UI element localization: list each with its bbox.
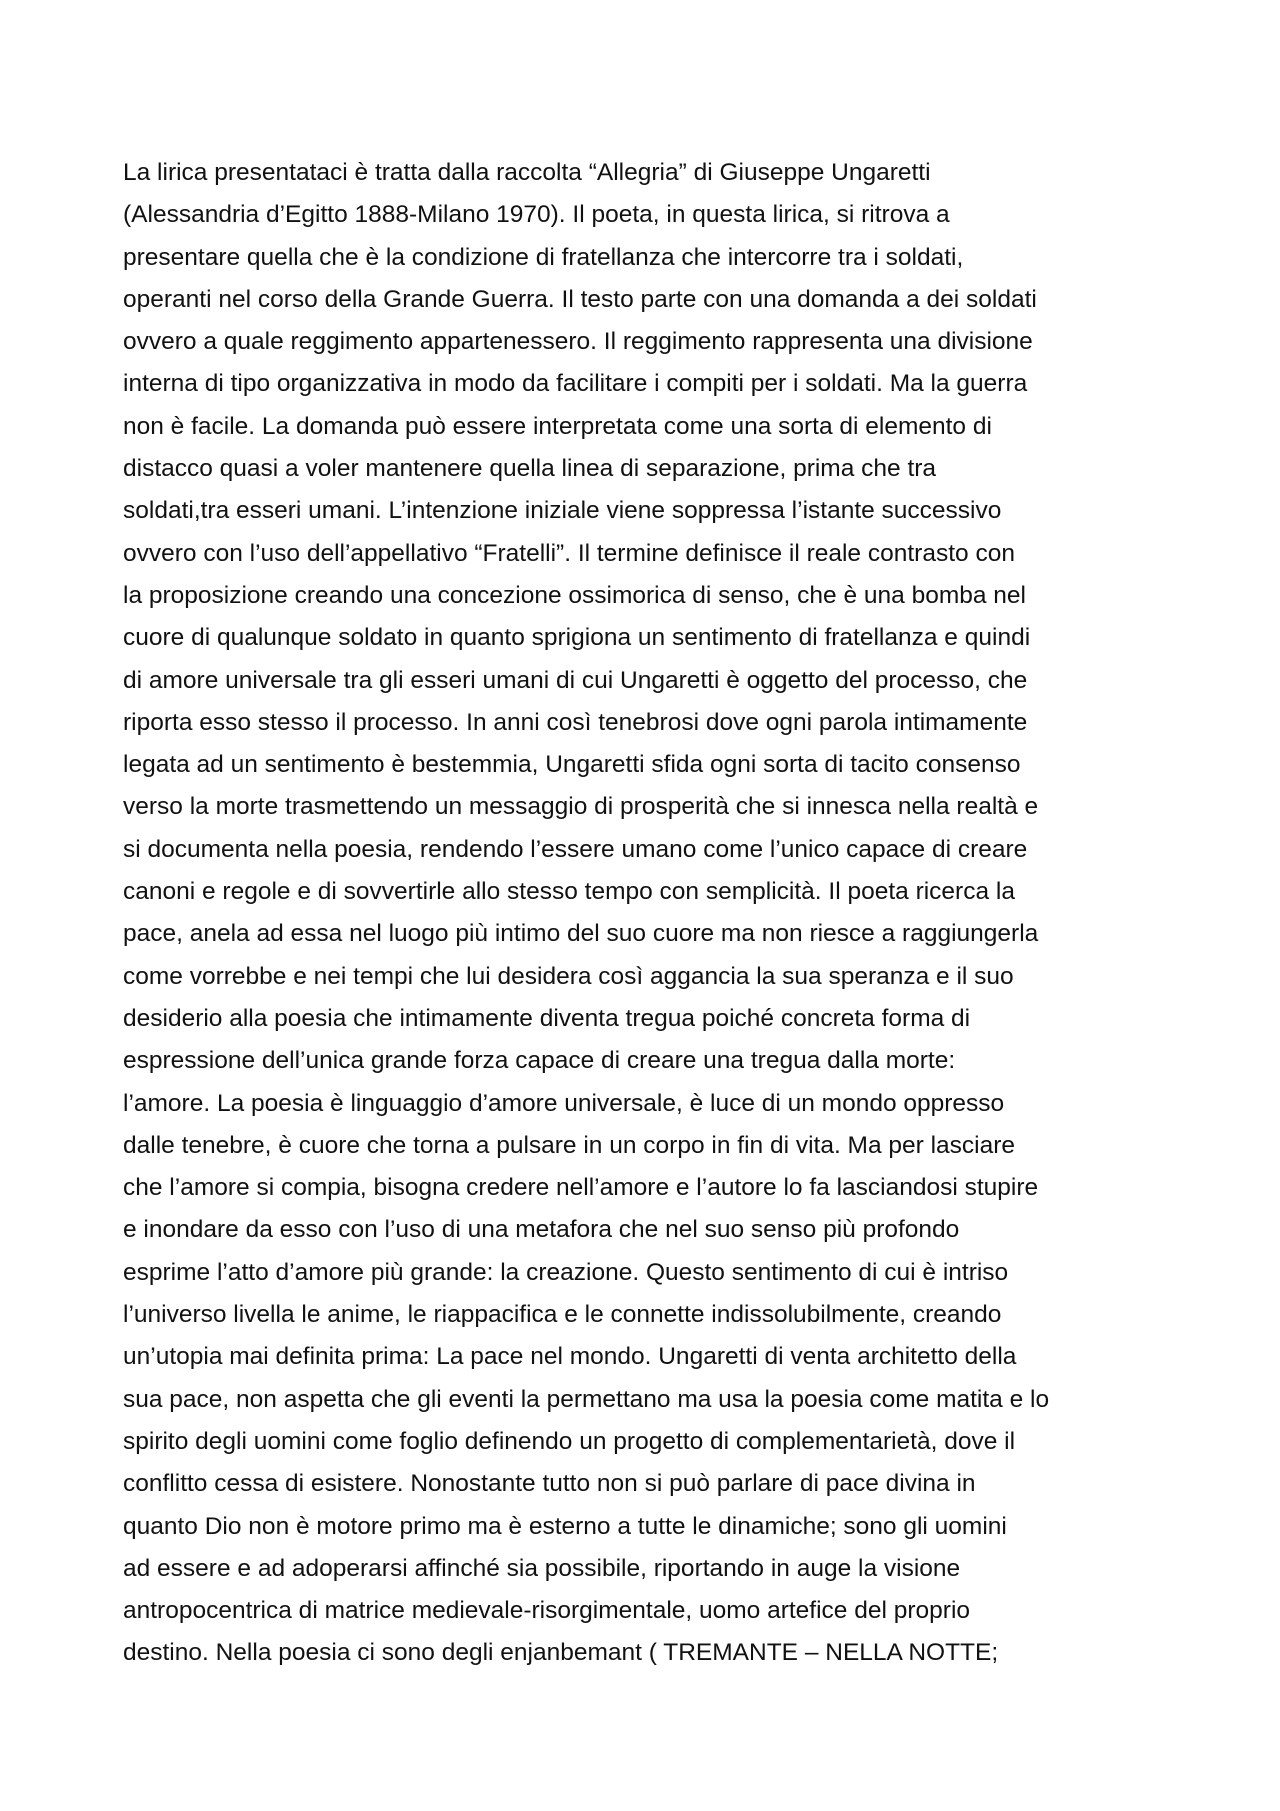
text-line: quanto Dio non è motore primo ma è esterno a tutte le dinamiche; sono gli uomini: [123, 1512, 1007, 1540]
text-line: soldati,tra esseri umani. L’intenzione iniziale viene soppressa l’istante successivo: [123, 497, 1002, 525]
text-line: dalle tenebre, è cuore che torna a pulsare in un corpo in fin di vita. Ma per lasciare: [123, 1131, 1016, 1159]
text-line: e inondare da esso con l’uso di una metafora che nel suo senso più profondo: [123, 1216, 960, 1244]
text-line: ovvero con l’uso dell’appellativo “Fratelli”. Il termine definisce il reale contrasto con: [123, 539, 1015, 567]
text-line: operanti nel corso della Grande Guerra. Il testo parte con una domanda a dei soldati: [123, 285, 1037, 313]
text-line: destino. Nella poesia ci sono degli enjanbemant ( TREMANTE – NELLA NOTTE;: [123, 1639, 999, 1667]
text-line: antropocentrica di matrice medievale-risorgimentale, uomo artefice del proprio: [123, 1597, 971, 1625]
text-line: che l’amore si compia, bisogna credere nell’amore e l’autore lo fa lasciandosi stupire: [123, 1174, 1039, 1202]
text-line: spirito degli uomini come foglio definendo un progetto di complementarietà, dove il: [123, 1427, 1016, 1455]
body-text: [123, 152, 1183, 1675]
text-line: esprime l’atto d’amore più grande: la creazione. Questo sentimento di cui è intriso: [123, 1258, 1009, 1286]
text-line: di amore universale tra gli esseri umani di cui Ungaretti è oggetto del processo, che: [123, 666, 1028, 694]
text-line: un’utopia mai definita prima: La pace nel mondo. Ungaretti di venta architetto della: [123, 1343, 1017, 1371]
text-line: non è facile. La domanda può essere interpretata come una sorta di elemento di: [123, 412, 992, 440]
text-line: ovvero a quale reggimento appartenessero. Il reggimento rappresenta una divisione: [123, 328, 1033, 356]
text-line: presentare quella che è la condizione di fratellanza che intercorre tra i soldati,: [123, 243, 964, 271]
text-line: la proposizione creando una concezione ossimorica di senso, che è una bomba nel: [123, 581, 1026, 609]
text-line: cuore di qualunque soldato in quanto sprigiona un sentimento di fratellanza e quindi: [123, 624, 1031, 652]
text-line: La lirica presentataci è tratta dalla raccolta “Allegria” di Giuseppe Ungaretti: [123, 159, 931, 186]
text-line: (Alessandria d’Egitto 1888-Milano 1970). Il poeta, in questa lirica, si ritrova a: [123, 201, 950, 229]
text-line: espressione dell’unica grande forza capace di creare una tregua dalla morte:: [123, 1047, 956, 1075]
text-line: canoni e regole e di sovvertirle allo stesso tempo con semplicità. Il poeta ricerca la: [123, 878, 1015, 906]
text-line: l’amore. La poesia è linguaggio d’amore universale, è luce di un mondo oppresso: [123, 1089, 1005, 1117]
text-line: conflitto cessa di esistere. Nonostante tutto non si può parlare di pace divina in: [123, 1470, 976, 1498]
text-line: interna di tipo organizzativa in modo da facilitare i compiti per i soldati. Ma la guerra: [123, 370, 1028, 398]
text-line: l’universo livella le anime, le riappacifica e le connette indissolubilmente, creando: [123, 1301, 1002, 1329]
text-line: legata ad un sentimento è bestemmia, Ungaretti sfida ogni sorta di tacito consenso: [123, 751, 1021, 779]
text-line: si documenta nella poesia, rendendo l’essere umano come l’unico capace di creare: [123, 835, 1028, 863]
text-line: ad essere e ad adoperarsi affinché sia possibile, riportando in auge la visione: [123, 1554, 961, 1582]
text-line: pace, anela ad essa nel luogo più intimo del suo cuore ma non riesce a raggiungerla: [123, 920, 1039, 948]
text-line: riporta esso stesso il processo. In anni così tenebrosi dove ogni parola intimamente: [123, 708, 1028, 736]
text-line: verso la morte trasmettendo un messaggio di prosperità che si innesca nella realtà e: [123, 793, 1039, 821]
text-line: distacco quasi a voler mantenere quella linea di separazione, prima che tra: [123, 455, 937, 483]
text-line: sua pace, non aspetta che gli eventi la permettano ma usa la poesia come matita e lo: [123, 1385, 1050, 1413]
text-line: come vorrebbe e nei tempi che lui desidera così aggancia la sua speranza e il suo: [123, 962, 1014, 990]
text-line: desiderio alla poesia che intimamente diventa tregua poiché concreta forma di: [123, 1004, 971, 1032]
